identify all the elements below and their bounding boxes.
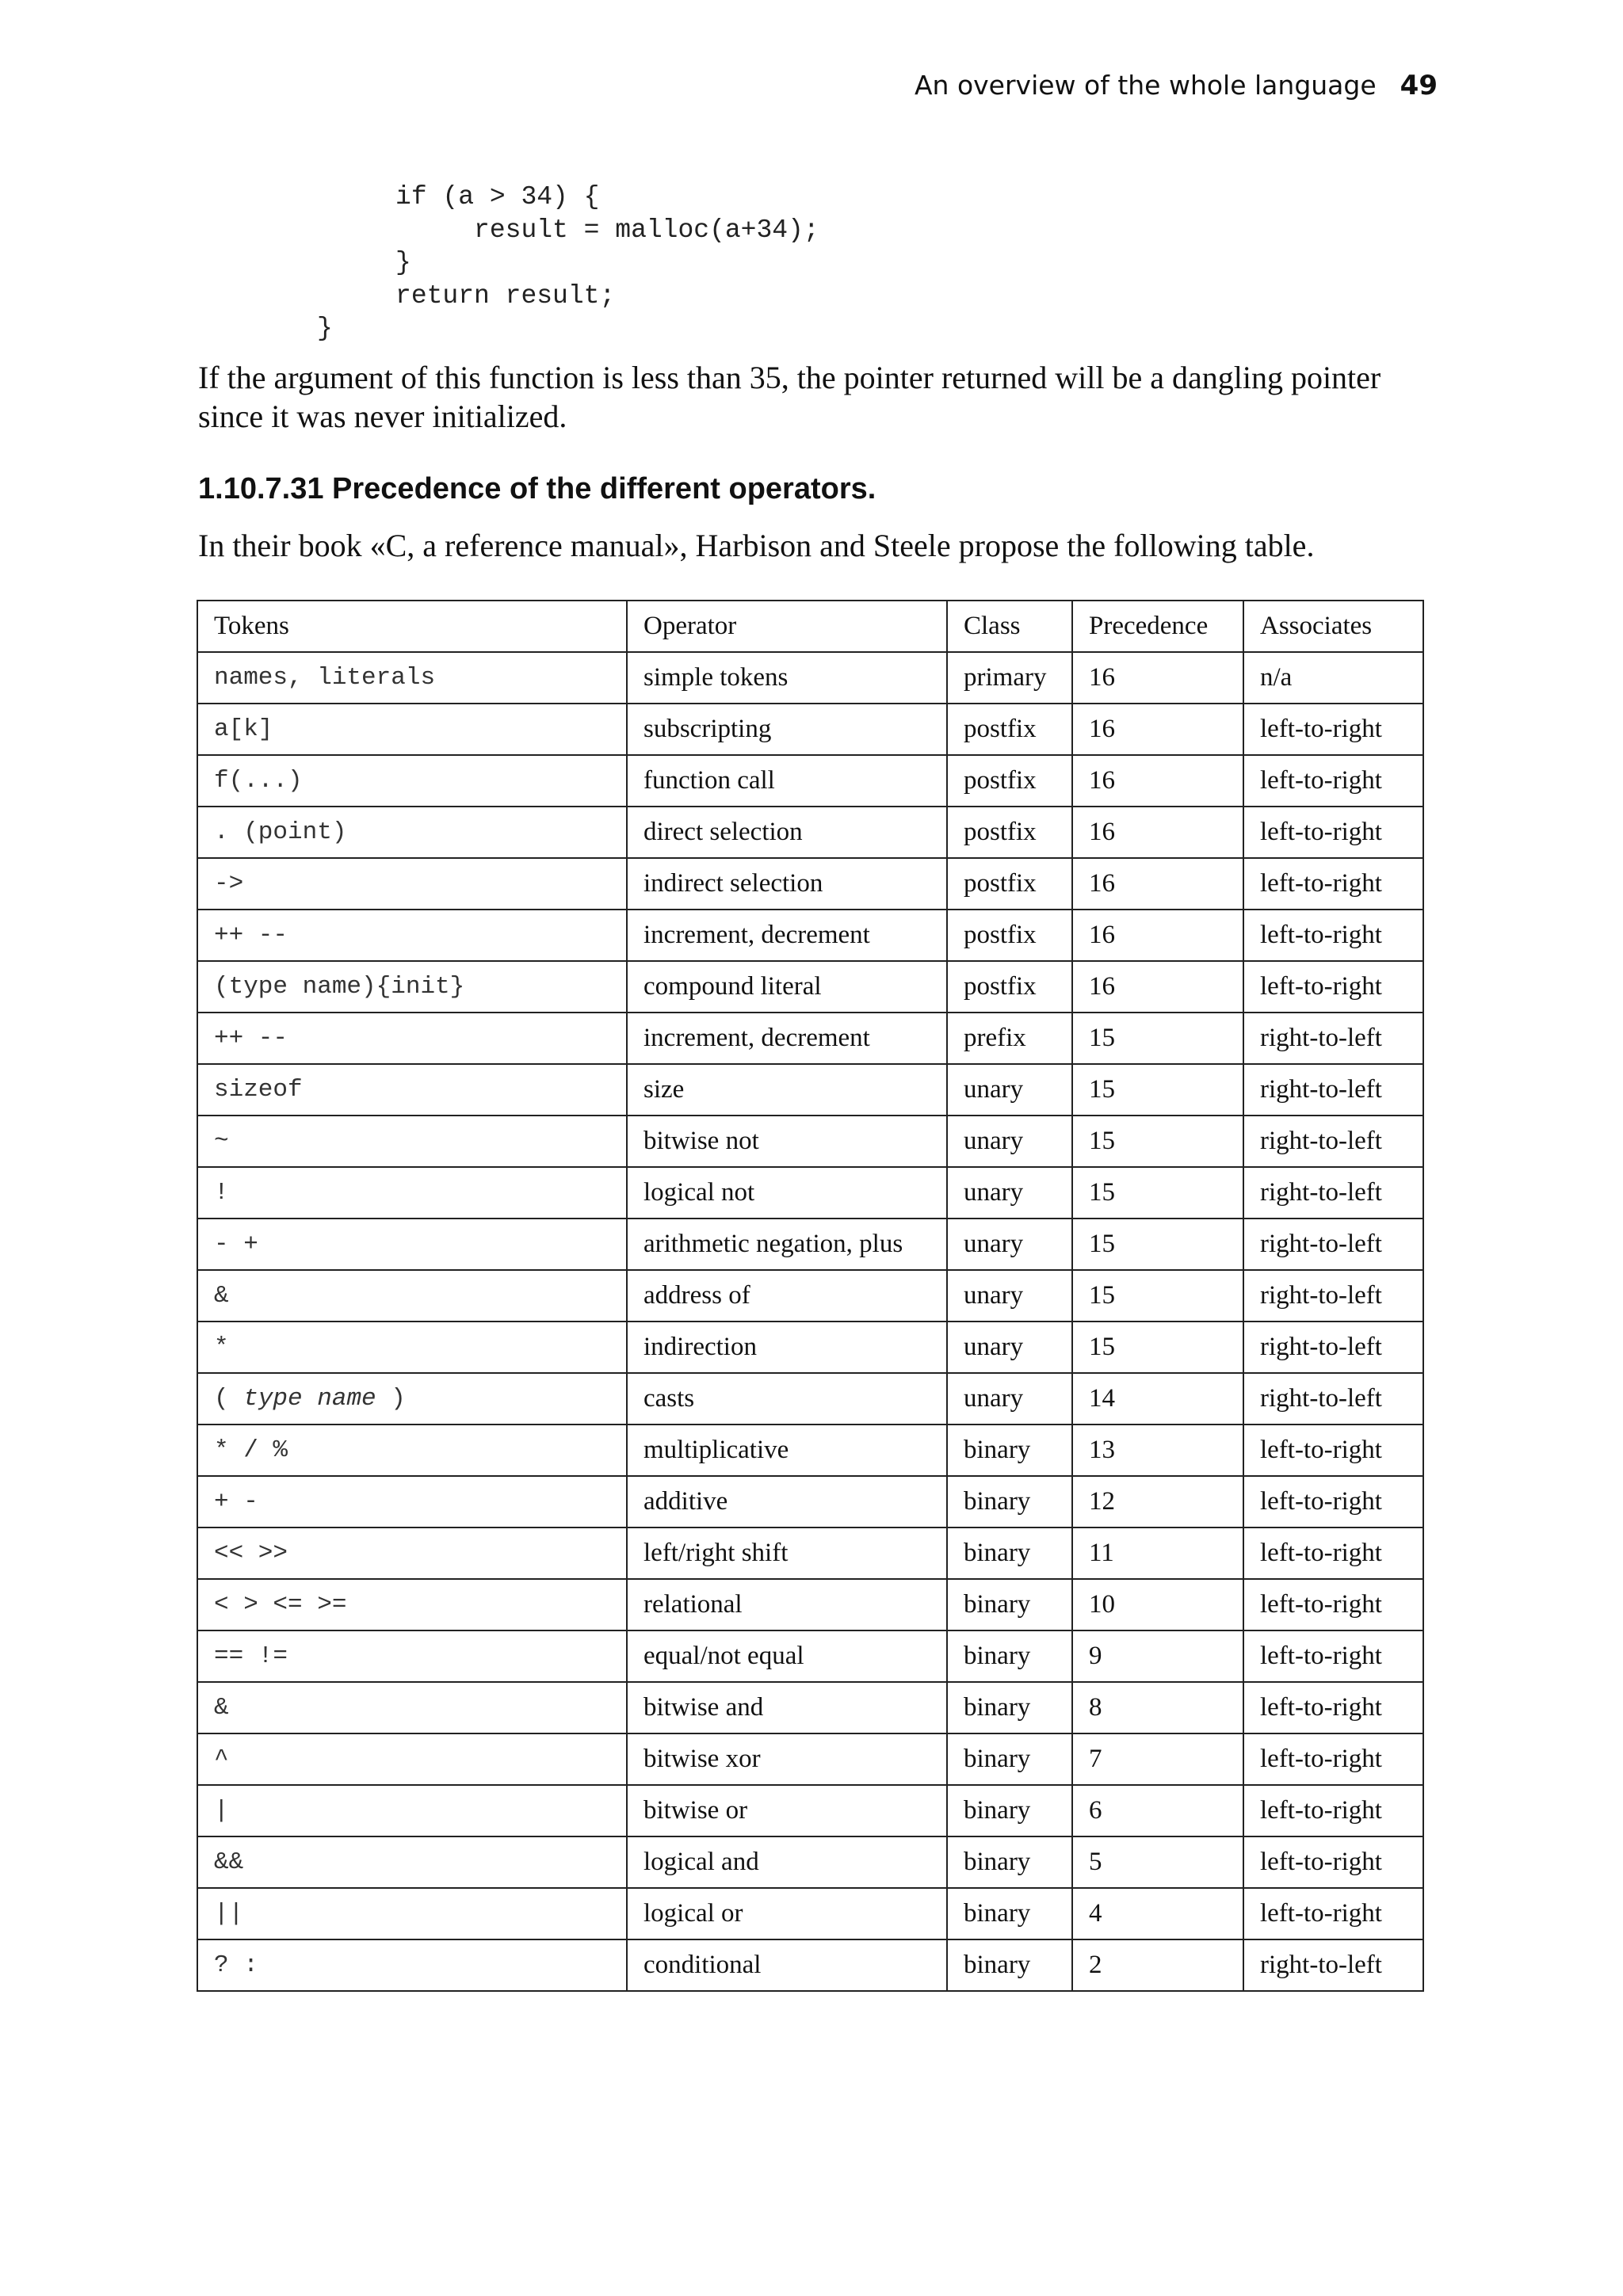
precedence-cell: 15 xyxy=(1072,1270,1243,1322)
associates-cell: left-to-right xyxy=(1243,1836,1423,1888)
column-header: Tokens xyxy=(197,601,627,652)
table-row xyxy=(197,1682,1423,1733)
operator-cell: multiplicative xyxy=(627,1425,947,1476)
class-cell: binary xyxy=(947,1888,1072,1939)
associates-cell: left-to-right xyxy=(1243,1579,1423,1630)
table-row xyxy=(197,1064,1423,1116)
operator-cell: bitwise or xyxy=(627,1785,947,1836)
code-line: } xyxy=(317,314,333,343)
precedence-cell: 7 xyxy=(1072,1733,1243,1785)
table-row xyxy=(197,1167,1423,1219)
table-row xyxy=(197,652,1423,704)
associates-cell: right-to-left xyxy=(1243,1270,1423,1322)
operator-cell: logical and xyxy=(627,1836,947,1888)
class-cell: binary xyxy=(947,1476,1072,1527)
class-cell: binary xyxy=(947,1579,1072,1630)
precedence-cell: 15 xyxy=(1072,1064,1243,1116)
tokens-cell: a[k] xyxy=(197,704,627,755)
associates-cell: right-to-left xyxy=(1243,1373,1423,1425)
table-row xyxy=(197,910,1423,961)
tokens-cell: ! xyxy=(197,1167,627,1219)
table-row xyxy=(197,704,1423,755)
tokens-cell: * / % xyxy=(197,1425,627,1476)
associates-cell: left-to-right xyxy=(1243,1682,1423,1733)
class-cell: postfix xyxy=(947,807,1072,858)
precedence-cell: 4 xyxy=(1072,1888,1243,1939)
table-row xyxy=(197,1476,1423,1527)
associates-cell: left-to-right xyxy=(1243,961,1423,1013)
tokens-cell: names, literals xyxy=(197,652,627,704)
operator-cell: left/right shift xyxy=(627,1527,947,1579)
tokens-cell: sizeof xyxy=(197,1064,627,1116)
column-header: Associates xyxy=(1243,601,1423,652)
precedence-cell: 15 xyxy=(1072,1322,1243,1373)
operator-cell: bitwise not xyxy=(627,1116,947,1167)
associates-cell: left-to-right xyxy=(1243,1785,1423,1836)
precedence-cell: 15 xyxy=(1072,1167,1243,1219)
table-row xyxy=(197,1733,1423,1785)
tokens-cell: | xyxy=(197,1785,627,1836)
associates-cell: right-to-left xyxy=(1243,1116,1423,1167)
table-header-row xyxy=(197,601,1423,652)
associates-cell: right-to-left xyxy=(1243,1219,1423,1270)
associates-cell: left-to-right xyxy=(1243,910,1423,961)
associates-cell: left-to-right xyxy=(1243,858,1423,910)
table-row xyxy=(197,1836,1423,1888)
class-cell: binary xyxy=(947,1939,1072,1991)
operator-cell: compound literal xyxy=(627,961,947,1013)
precedence-cell: 5 xyxy=(1072,1836,1243,1888)
precedence-cell: 15 xyxy=(1072,1219,1243,1270)
class-cell: unary xyxy=(947,1322,1072,1373)
tokens-cell: & xyxy=(197,1270,627,1322)
tokens-cell: ? : xyxy=(197,1939,627,1991)
precedence-cell: 16 xyxy=(1072,858,1243,910)
tokens-cell: . (point) xyxy=(197,807,627,858)
class-cell: postfix xyxy=(947,858,1072,910)
precedence-cell: 16 xyxy=(1072,704,1243,755)
operator-cell: logical not xyxy=(627,1167,947,1219)
class-cell: binary xyxy=(947,1733,1072,1785)
column-header: Operator xyxy=(627,601,947,652)
column-header: Class xyxy=(947,601,1072,652)
precedence-cell: 2 xyxy=(1072,1939,1243,1991)
table-row xyxy=(197,1322,1423,1373)
precedence-cell: 8 xyxy=(1072,1682,1243,1733)
tokens-cell: ( type name ) xyxy=(197,1373,627,1425)
operator-cell: bitwise xor xyxy=(627,1733,947,1785)
operator-cell: indirection xyxy=(627,1322,947,1373)
operator-cell: bitwise and xyxy=(627,1682,947,1733)
table-row xyxy=(197,1270,1423,1322)
operator-cell: simple tokens xyxy=(627,652,947,704)
class-cell: unary xyxy=(947,1270,1072,1322)
precedence-cell: 13 xyxy=(1072,1425,1243,1476)
associates-cell: left-to-right xyxy=(1243,1476,1423,1527)
precedence-cell: 15 xyxy=(1072,1013,1243,1064)
associates-cell: left-to-right xyxy=(1243,704,1423,755)
tokens-cell: & xyxy=(197,1682,627,1733)
class-cell: unary xyxy=(947,1373,1072,1425)
table-row xyxy=(197,1579,1423,1630)
table-row xyxy=(197,1373,1423,1425)
table-body xyxy=(197,601,1423,1991)
operator-cell: relational xyxy=(627,1579,947,1630)
tokens-cell: + - xyxy=(197,1476,627,1527)
associates-cell: left-to-right xyxy=(1243,1888,1423,1939)
class-cell: unary xyxy=(947,1064,1072,1116)
tokens-cell: || xyxy=(197,1888,627,1939)
tokens-cell: ^ xyxy=(197,1733,627,1785)
class-cell: primary xyxy=(947,652,1072,704)
associates-cell: left-to-right xyxy=(1243,1527,1423,1579)
table-row xyxy=(197,1785,1423,1836)
associates-cell: right-to-left xyxy=(1243,1013,1423,1064)
table-row xyxy=(197,858,1423,910)
precedence-cell: 14 xyxy=(1072,1373,1243,1425)
table-row xyxy=(197,1116,1423,1167)
precedence-cell: 10 xyxy=(1072,1579,1243,1630)
body-paragraph: If the argument of this function is less than 35, the pointer returned will be a dangling pointer since it was never initialized. xyxy=(198,360,1381,434)
associates-cell: right-to-left xyxy=(1243,1939,1423,1991)
precedence-cell: 11 xyxy=(1072,1527,1243,1579)
class-cell: prefix xyxy=(947,1013,1072,1064)
class-cell: binary xyxy=(947,1527,1072,1579)
table-row xyxy=(197,1939,1423,1991)
associates-cell: right-to-left xyxy=(1243,1064,1423,1116)
tokens-cell: ++ -- xyxy=(197,1013,627,1064)
tokens-cell: - + xyxy=(197,1219,627,1270)
column-header: Precedence xyxy=(1072,601,1243,652)
class-cell: postfix xyxy=(947,755,1072,807)
tokens-cell: (type name){init} xyxy=(197,961,627,1013)
precedence-cell: 16 xyxy=(1072,652,1243,704)
operator-cell: direct selection xyxy=(627,807,947,858)
class-cell: binary xyxy=(947,1630,1072,1682)
operator-cell: subscripting xyxy=(627,704,947,755)
associates-cell: n/a xyxy=(1243,652,1423,704)
running-header xyxy=(915,70,1438,101)
placeholder-text: type name xyxy=(243,1385,376,1413)
class-cell: binary xyxy=(947,1836,1072,1888)
tokens-cell: << >> xyxy=(197,1527,627,1579)
class-cell: binary xyxy=(947,1682,1072,1733)
operator-cell: indirect selection xyxy=(627,858,947,910)
operator-cell: increment, decrement xyxy=(627,910,947,961)
precedence-cell: 6 xyxy=(1072,1785,1243,1836)
table-row xyxy=(197,1219,1423,1270)
section-heading: 1.10.7.31 Precedence of the different operators. xyxy=(198,472,876,505)
operator-cell: additive xyxy=(627,1476,947,1527)
precedence-cell: 12 xyxy=(1072,1476,1243,1527)
tokens-cell: f(...) xyxy=(197,755,627,807)
precedence-cell: 15 xyxy=(1072,1116,1243,1167)
table-row xyxy=(197,755,1423,807)
operator-cell: equal/not equal xyxy=(627,1630,947,1682)
table-row xyxy=(197,1630,1423,1682)
precedence-cell: 16 xyxy=(1072,910,1243,961)
class-cell: unary xyxy=(947,1219,1072,1270)
code-block xyxy=(317,181,819,345)
operator-cell: conditional xyxy=(627,1939,947,1991)
table-row xyxy=(197,1013,1423,1064)
associates-cell: right-to-left xyxy=(1243,1322,1423,1373)
tokens-cell: == != xyxy=(197,1630,627,1682)
body-paragraph: In their book «C, a reference manual», Harbison and Steele propose the following table. xyxy=(198,528,1315,563)
table-row xyxy=(197,961,1423,1013)
associates-cell: left-to-right xyxy=(1243,1425,1423,1476)
operator-cell: arithmetic negation, plus xyxy=(627,1219,947,1270)
operator-cell: size xyxy=(627,1064,947,1116)
code-line: result = malloc(a+34); xyxy=(317,215,819,245)
table-row xyxy=(197,1527,1423,1579)
associates-cell: left-to-right xyxy=(1243,755,1423,807)
header-title: An overview of the whole language xyxy=(914,70,1377,101)
associates-cell: left-to-right xyxy=(1243,1630,1423,1682)
class-cell: unary xyxy=(947,1116,1072,1167)
code-line: return result; xyxy=(317,280,616,311)
tokens-cell: < > <= >= xyxy=(197,1579,627,1630)
class-cell: postfix xyxy=(947,910,1072,961)
class-cell: postfix xyxy=(947,961,1072,1013)
operator-cell: casts xyxy=(627,1373,947,1425)
associates-cell: left-to-right xyxy=(1243,807,1423,858)
table-row xyxy=(197,1425,1423,1476)
tokens-cell: && xyxy=(197,1836,627,1888)
tokens-cell: ~ xyxy=(197,1116,627,1167)
class-cell: binary xyxy=(947,1425,1072,1476)
precedence-table xyxy=(197,600,1424,1992)
associates-cell: right-to-left xyxy=(1243,1167,1423,1219)
class-cell: postfix xyxy=(947,704,1072,755)
tokens-cell: -> xyxy=(197,858,627,910)
operator-cell: function call xyxy=(627,755,947,807)
operator-cell: increment, decrement xyxy=(627,1013,947,1064)
precedence-cell: 16 xyxy=(1072,807,1243,858)
precedence-cell: 9 xyxy=(1072,1630,1243,1682)
table-row xyxy=(197,807,1423,858)
precedence-cell: 16 xyxy=(1072,961,1243,1013)
class-cell: binary xyxy=(947,1785,1072,1836)
operator-cell: address of xyxy=(627,1270,947,1322)
code-line: if (a > 34) { xyxy=(317,182,600,212)
code-line: } xyxy=(317,248,411,277)
operator-cell: logical or xyxy=(627,1888,947,1939)
precedence-cell: 16 xyxy=(1072,755,1243,807)
tokens-cell: * xyxy=(197,1322,627,1373)
table-row xyxy=(197,1888,1423,1939)
tokens-cell: ++ -- xyxy=(197,910,627,961)
class-cell: unary xyxy=(947,1167,1072,1219)
associates-cell: left-to-right xyxy=(1243,1733,1423,1785)
page-number: 49 xyxy=(1400,70,1438,101)
